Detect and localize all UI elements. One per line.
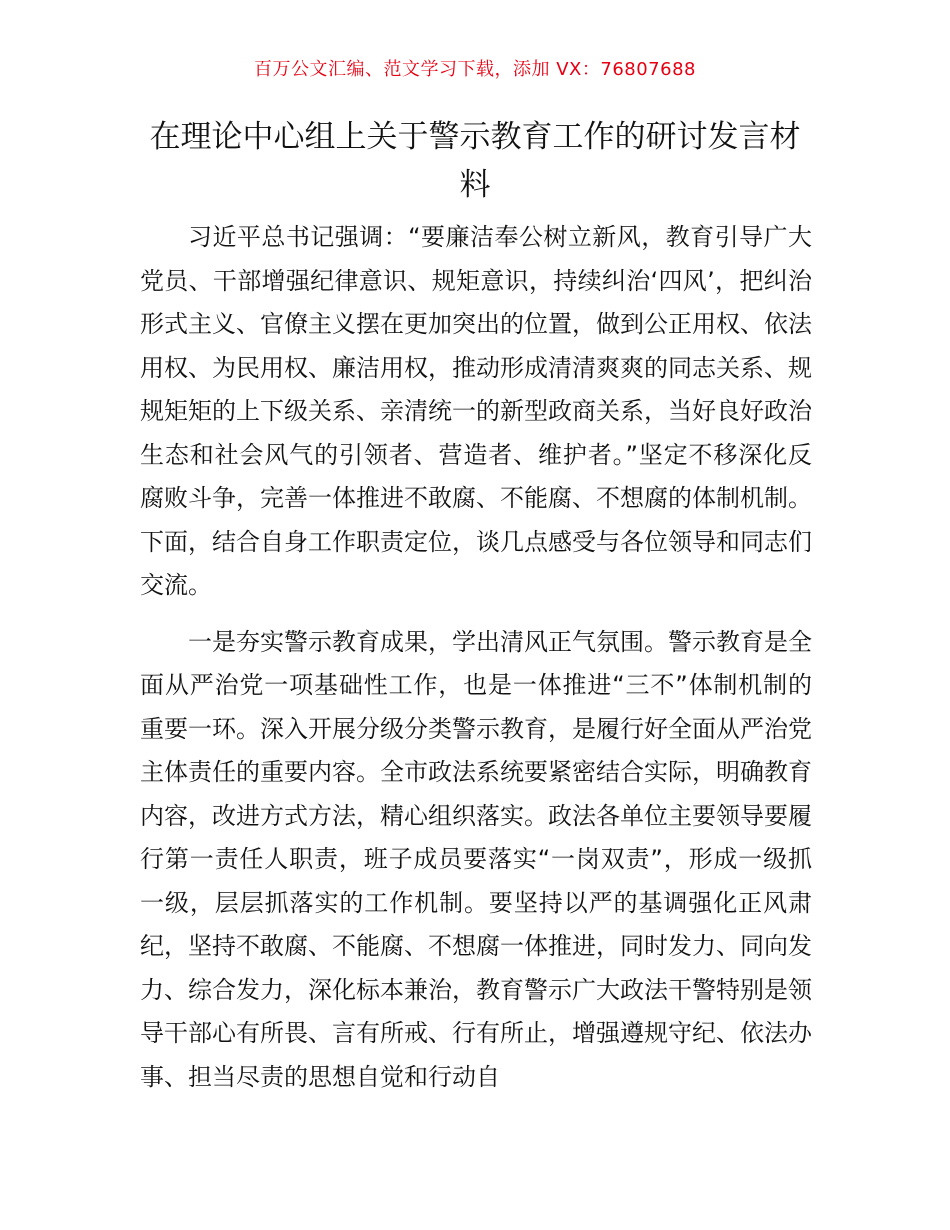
document-body (140, 216, 812, 1099)
body-paragraph-1: 习近平总书记强调：“要廉洁奉公树立新风，教育引导广大党员、干部增强纪律意识、规矩意识，持续纠治‘四风’，把纠治形式主义、官僚主义摆在更加突出的位置，做到公正用权、依法用权、为民用权、廉洁用权，推动形成清清爽爽的同志关系、规规矩矩的上下级关系、亲清统一的新型政商关系，当好良好政治生态和社会风气的引领者、营造者、维护者。”坚定不移深化反腐败斗争，完善一体推进不敢腐、不能腐、不想腐的体制机制。下面，结合自身工作职责定位，谈几点感受与各位领导和同志们交流。 (140, 223, 812, 599)
document-title: 在理论中心组上关于警示教育工作的研讨发言材料 (149, 119, 801, 203)
watermark-header-note: 百万公文汇编、范文学习下载，添加 VX：76807688 (254, 59, 696, 80)
body-paragraph-2: 一是夯实警示教育成果，学出清风正气氛围。警示教育是全面从严治党一项基础性工作，也是一体推进“三不”体制机制的重要一环。深入开展分级分类警示教育，是履行好全面从严治党主体责任的重要内容。全市政法系统要紧密结合实际，明确教育内容，改进方式方法，精心组织落实。政法各单位主要领导要履行第一责任人职责，班子成员要落实“一岗双责”，形成一级抓一级，层层抓落实的工作机制。要坚持以严的基调强化正风肃纪，坚持不敢腐、不能腐、不想腐一体推进，同时发力、同向发力、综合发力，深化标本兼治，教育警示广大政法干警特别是领导干部心有所畏、言有所戒、行有所止，增强遵规守纪、依法办事、担当尽责的思想自觉和行动自 (140, 627, 812, 1091)
